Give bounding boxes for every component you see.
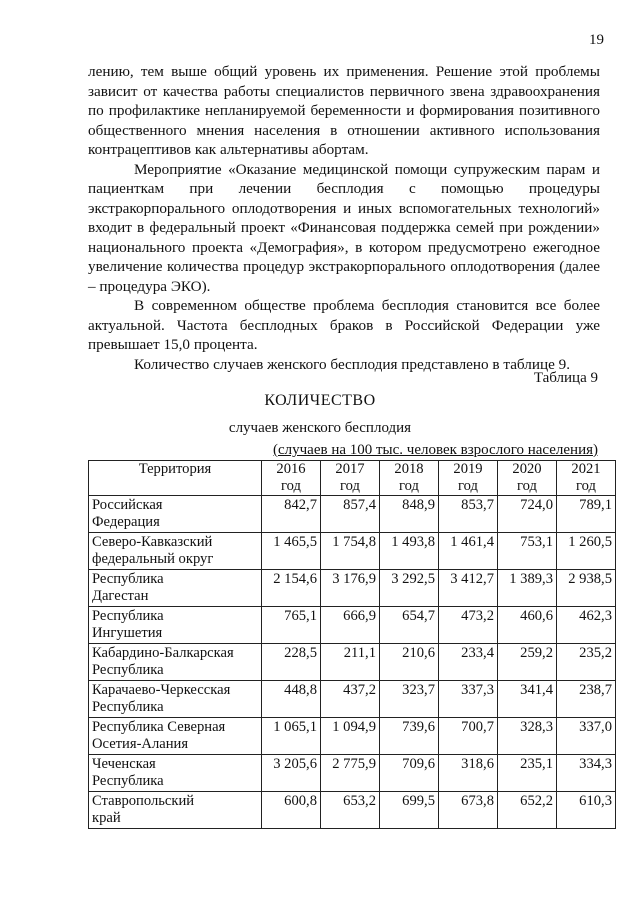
table-header-row bbox=[89, 461, 616, 496]
value-cell: 2 154,6 bbox=[262, 570, 321, 607]
header-year: 2017 год bbox=[321, 461, 380, 496]
value-cell: 238,7 bbox=[557, 681, 616, 718]
value-cell: 652,2 bbox=[498, 792, 557, 829]
value-cell: 473,2 bbox=[439, 607, 498, 644]
value-cell: 1 094,9 bbox=[321, 718, 380, 755]
table-row bbox=[89, 792, 616, 829]
territory-cell: Республика Северная Осетия-Алания bbox=[89, 718, 262, 755]
value-cell: 857,4 bbox=[321, 496, 380, 533]
header-year: 2021 год bbox=[557, 461, 616, 496]
table-subtitle: случаев женского бесплодия bbox=[228, 420, 412, 436]
territory-cell: Кабардино-Балкарская Республика bbox=[89, 644, 262, 681]
territory-cell: Карачаево-Черкесская Республика bbox=[89, 681, 262, 718]
value-cell: 235,2 bbox=[557, 644, 616, 681]
body-text bbox=[88, 62, 600, 374]
territory-cell: Северо-Кавказский федеральный округ bbox=[89, 533, 262, 570]
value-cell: 700,7 bbox=[439, 718, 498, 755]
value-cell: 341,4 bbox=[498, 681, 557, 718]
value-cell: 1 465,5 bbox=[262, 533, 321, 570]
value-cell: 600,8 bbox=[262, 792, 321, 829]
territory-cell: Чеченская Республика bbox=[89, 755, 262, 792]
header-territory: Территория bbox=[89, 461, 262, 496]
value-cell: 753,1 bbox=[498, 533, 557, 570]
table-row bbox=[89, 644, 616, 681]
header-year: 2018 год bbox=[380, 461, 439, 496]
value-cell: 448,8 bbox=[262, 681, 321, 718]
table-row bbox=[89, 755, 616, 792]
value-cell: 3 205,6 bbox=[262, 755, 321, 792]
value-cell: 460,6 bbox=[498, 607, 557, 644]
paragraph-table-intro: Количество случаев женского бесплодия представлено в таблице 9. bbox=[134, 355, 571, 373]
territory-cell: Российская Федерация bbox=[89, 496, 262, 533]
value-cell: 318,6 bbox=[439, 755, 498, 792]
table-label: Таблица 9 bbox=[533, 370, 598, 386]
value-cell: 3 412,7 bbox=[439, 570, 498, 607]
value-cell: 235,1 bbox=[498, 755, 557, 792]
value-cell: 1 065,1 bbox=[262, 718, 321, 755]
value-cell: 1 493,8 bbox=[380, 533, 439, 570]
table-unit-note: (случаев на 100 тыс. человек взрослого населения) bbox=[272, 442, 598, 458]
value-cell: 699,5 bbox=[380, 792, 439, 829]
value-cell: 323,7 bbox=[380, 681, 439, 718]
value-cell: 337,0 bbox=[557, 718, 616, 755]
value-cell: 724,0 bbox=[498, 496, 557, 533]
value-cell: 259,2 bbox=[498, 644, 557, 681]
value-cell: 211,1 bbox=[321, 644, 380, 681]
value-cell: 437,2 bbox=[321, 681, 380, 718]
value-cell: 210,6 bbox=[380, 644, 439, 681]
value-cell: 765,1 bbox=[262, 607, 321, 644]
value-cell: 334,3 bbox=[557, 755, 616, 792]
value-cell: 462,3 bbox=[557, 607, 616, 644]
header-year: 2019 год bbox=[439, 461, 498, 496]
value-cell: 1 461,4 bbox=[439, 533, 498, 570]
value-cell: 3 292,5 bbox=[380, 570, 439, 607]
table-title: КОЛИЧЕСТВО bbox=[264, 392, 376, 409]
value-cell: 328,3 bbox=[498, 718, 557, 755]
value-cell: 2 938,5 bbox=[557, 570, 616, 607]
table-row bbox=[89, 681, 616, 718]
header-year: 2020 год bbox=[498, 461, 557, 496]
value-cell: 3 176,9 bbox=[321, 570, 380, 607]
territory-cell: Ставропольский край bbox=[89, 792, 262, 829]
paragraph-infertility-rate: В современном обществе проблема бесплодия становится все более актуальной. Частота бесплодных браков в Российской Федерации уже превышает 15,0 процента. bbox=[88, 297, 600, 353]
value-cell: 842,7 bbox=[262, 496, 321, 533]
value-cell: 709,6 bbox=[380, 755, 439, 792]
value-cell: 1 260,5 bbox=[557, 533, 616, 570]
value-cell: 228,5 bbox=[262, 644, 321, 681]
value-cell: 654,7 bbox=[380, 607, 439, 644]
table-row bbox=[89, 607, 616, 644]
header-year: 2016 год bbox=[262, 461, 321, 496]
value-cell: 739,6 bbox=[380, 718, 439, 755]
table-row bbox=[89, 718, 616, 755]
paragraph-eco-program: Мероприятие «Оказание медицинской помощи супружеским парам и пациенткам при лечении бесплодия с помощью процедуры экстракорпорального оплодотворения и иных вспомогательных технологий» входит в федеральный проект «Финансовая поддержка семей при рождении» национального проекта «Демография», в котором предусмотрено ежегодное увеличение количества процедур экстракорпорального оплодотворения (далее – процедура ЭКО). bbox=[88, 160, 600, 295]
table-row bbox=[89, 570, 616, 607]
value-cell: 789,1 bbox=[557, 496, 616, 533]
page-number: 19 bbox=[589, 32, 604, 48]
value-cell: 2 775,9 bbox=[321, 755, 380, 792]
table-row bbox=[89, 496, 616, 533]
value-cell: 653,2 bbox=[321, 792, 380, 829]
infertility-table bbox=[88, 460, 616, 829]
territory-cell: Республика Дагестан bbox=[89, 570, 262, 607]
value-cell: 610,3 bbox=[557, 792, 616, 829]
value-cell: 853,7 bbox=[439, 496, 498, 533]
value-cell: 337,3 bbox=[439, 681, 498, 718]
value-cell: 1 389,3 bbox=[498, 570, 557, 607]
value-cell: 233,4 bbox=[439, 644, 498, 681]
table-row bbox=[89, 533, 616, 570]
paragraph-continuation: лению, тем выше общий уровень их применения. Решение этой проблемы зависит от качества работы специалистов первичного звена здравоохранения по профилактике непланируемой беременности и формирования позитивного общественного мнения населения в отношении активного использования контрацептивов как альтернативы абортам. bbox=[88, 63, 600, 158]
territory-cell: Республика Ингушетия bbox=[89, 607, 262, 644]
value-cell: 848,9 bbox=[380, 496, 439, 533]
value-cell: 1 754,8 bbox=[321, 533, 380, 570]
value-cell: 666,9 bbox=[321, 607, 380, 644]
value-cell: 673,8 bbox=[439, 792, 498, 829]
